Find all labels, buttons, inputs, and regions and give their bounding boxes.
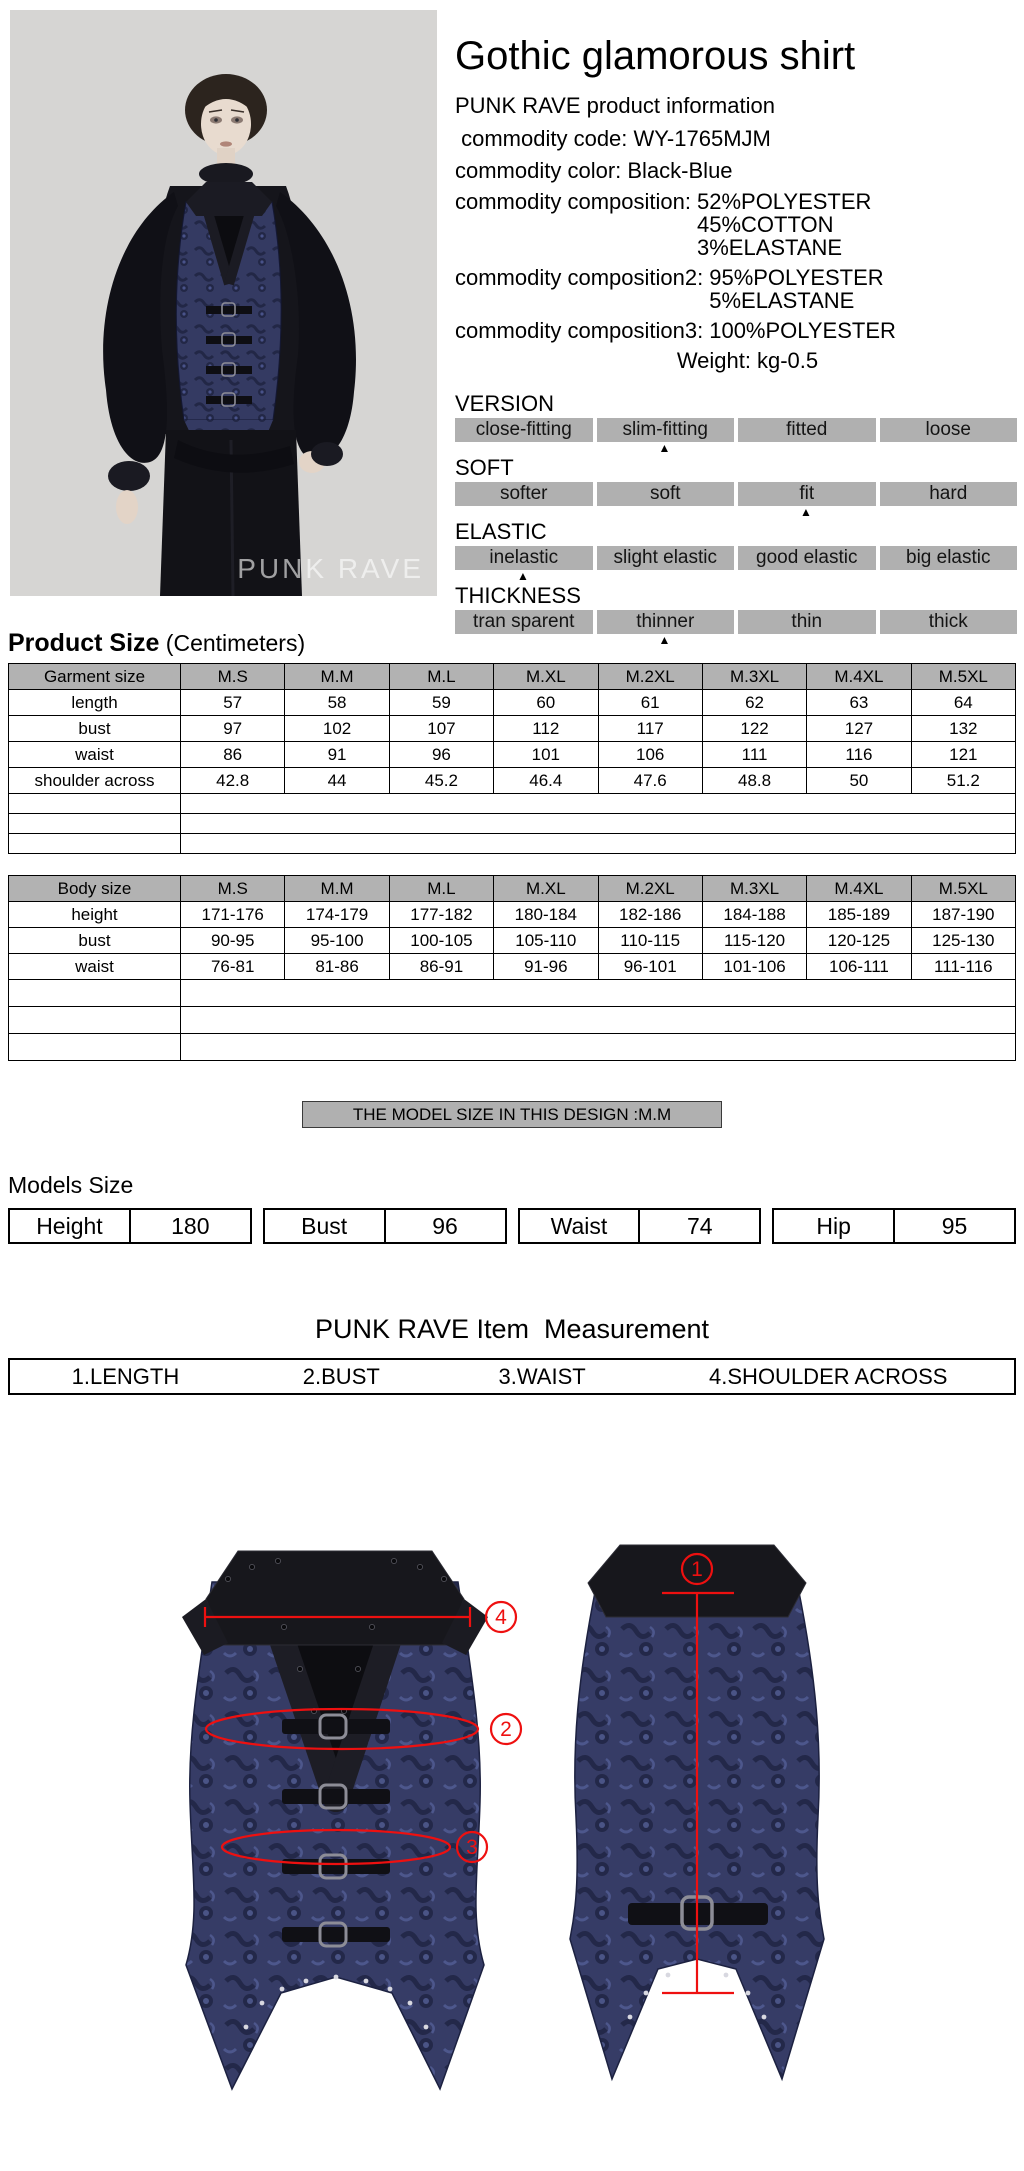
selection-arrow-icon: ▲: [658, 633, 671, 647]
table-cell: 61: [598, 690, 702, 716]
header-cell: M.S: [181, 876, 285, 902]
table-cell: 171-176: [181, 902, 285, 928]
table-cell: 121: [911, 742, 1015, 768]
table-cell: waist: [9, 954, 181, 980]
header-cell: M.2XL: [598, 876, 702, 902]
measurement-figures: [0, 1487, 1024, 2171]
table-cell: 58: [285, 690, 389, 716]
info-values: [697, 190, 871, 259]
models-size-row: [8, 1208, 1016, 1244]
table-cell: 102: [285, 716, 389, 742]
model-size-banner: THE MODEL SIZE IN THIS DESIGN :M.M: [302, 1101, 722, 1128]
header-cell: M.5XL: [911, 876, 1015, 902]
table-cell: 44: [285, 768, 389, 794]
table-cell: length: [9, 690, 181, 716]
empty-row: [9, 794, 1016, 814]
table-row: [9, 768, 1016, 794]
table-cell: 91: [285, 742, 389, 768]
models-size-section: [0, 1172, 1024, 1244]
body-size-table: [8, 875, 1016, 1061]
table-cell: 117: [598, 716, 702, 742]
table-cell: 62: [702, 690, 806, 716]
garment-size-table: [8, 663, 1016, 854]
attr-option: thin: [738, 610, 876, 634]
header-cell: M.2XL: [598, 664, 702, 690]
attr-option: tran sparent: [455, 610, 593, 634]
table-cell: 81-86: [285, 954, 389, 980]
models-size-value: 180: [171, 1213, 210, 1239]
table-cell: 47.6: [598, 768, 702, 794]
table-cell: 95-100: [285, 928, 389, 954]
table-cell: 187-190: [911, 902, 1015, 928]
empty-row: [9, 834, 1016, 854]
table-cell: 182-186: [598, 902, 702, 928]
commodity-color: commodity color: Black-Blue: [455, 158, 733, 183]
attr-elastic: [455, 519, 1017, 583]
table-cell: 125-130: [911, 928, 1015, 954]
table-cell: 64: [911, 690, 1015, 716]
table-cell: 60: [494, 690, 598, 716]
attr-option: fit: [738, 482, 876, 506]
table-cell: 180-184: [494, 902, 598, 928]
info-value: 95%POLYESTER: [709, 265, 884, 290]
table-cell: 48.8: [702, 768, 806, 794]
table-cell: 101-106: [702, 954, 806, 980]
attr-option: inelastic: [455, 546, 593, 570]
models-size-value: 95: [941, 1213, 968, 1239]
table-cell: 42.8: [181, 768, 285, 794]
table-cell: 132: [911, 716, 1015, 742]
table-cell: 115-120: [702, 928, 806, 954]
header-cell: M.S: [181, 664, 285, 690]
header-cell: M.4XL: [807, 664, 911, 690]
attr-version: [455, 391, 1017, 455]
product-info-panel: [455, 34, 1017, 647]
vest-front-figure: [182, 1551, 488, 2089]
header-cell: M.L: [389, 876, 493, 902]
header-cell: M.XL: [494, 664, 598, 690]
info-row-composition3: [455, 319, 1017, 342]
attr-title: VERSION: [455, 391, 555, 416]
table-cell: 86-91: [389, 954, 493, 980]
info-label: commodity composition2:: [455, 265, 704, 290]
table-cell: 110-115: [598, 928, 702, 954]
table-cell: waist: [9, 742, 181, 768]
header-cell: M.3XL: [702, 664, 806, 690]
attr-option: big elastic: [880, 546, 1018, 570]
watermark: PUNK RAVE: [237, 553, 424, 584]
info-value: 52%POLYESTER: [696, 189, 872, 214]
heading-units: (Centimeters): [159, 630, 306, 656]
attr-option: thick: [880, 610, 1018, 634]
table-cell: 101: [494, 742, 598, 768]
attr-options: [455, 546, 1017, 570]
table-row: [9, 928, 1016, 954]
info-value: 45%COTTON: [696, 212, 834, 237]
table-cell: 120-125: [807, 928, 911, 954]
selection-arrow-icon: ▲: [658, 441, 671, 455]
table-cell: 57: [181, 690, 285, 716]
heading-bold: Product Size: [8, 629, 160, 657]
info-label: commodity composition3:: [455, 318, 704, 343]
attr-options: [455, 418, 1017, 442]
table-cell: 106-111: [807, 954, 911, 980]
info-row-composition: [455, 190, 1017, 259]
commodity-code: commodity code: WY-1765MJM: [455, 126, 771, 151]
info-values: [709, 319, 896, 342]
info-value: 100%POLYESTER: [709, 318, 896, 343]
attr-option: thinner: [597, 610, 735, 634]
page-title: Gothic glamorous shirt: [455, 34, 856, 78]
models-size-label: Height: [10, 1210, 131, 1242]
models-size-heading: Models Size: [8, 1172, 134, 1198]
measurement-heading: PUNK RAVE Item Measurement: [314, 1314, 710, 1344]
empty-row: [9, 1007, 1016, 1034]
models-size-value: 96: [432, 1213, 458, 1239]
table-row: [9, 902, 1016, 928]
empty-row: [9, 1034, 1016, 1061]
attr-option: hard: [880, 482, 1018, 506]
header-cell: M.L: [389, 664, 493, 690]
info-value: 5%ELASTANE: [709, 288, 855, 313]
bust-number: 2: [500, 1718, 512, 1741]
attr-option: fitted: [738, 418, 876, 442]
header-cell: M.4XL: [807, 876, 911, 902]
table-header-row: [9, 876, 1016, 902]
info-value: 3%ELASTANE: [696, 235, 843, 260]
table-cell: 105-110: [494, 928, 598, 954]
models-size-box: [518, 1208, 762, 1244]
attr-thickness: [455, 583, 1017, 647]
measurement-item: 3.WAIST: [498, 1363, 586, 1389]
info-values: [709, 266, 883, 312]
table-cell: 51.2: [911, 768, 1015, 794]
table-cell: 122: [702, 716, 806, 742]
info-values: [757, 349, 818, 372]
header-cell: M.XL: [494, 876, 598, 902]
attr-title: SOFT: [455, 455, 514, 480]
models-size-box: [772, 1208, 1016, 1244]
header-cell: M.M: [285, 664, 389, 690]
table-cell: 96: [389, 742, 493, 768]
models-size-label: Hip: [774, 1210, 895, 1242]
table-cell: bust: [9, 716, 181, 742]
info-row-composition2: [455, 266, 1017, 312]
info-heading: PUNK RAVE product information: [455, 93, 775, 118]
table-cell: 184-188: [702, 902, 806, 928]
selection-arrow-icon: ▲: [517, 569, 529, 583]
length-number: 1: [691, 1558, 703, 1581]
empty-row: [9, 814, 1016, 834]
table-row: [9, 742, 1016, 768]
table-cell: 59: [389, 690, 493, 716]
table-cell: 45.2: [389, 768, 493, 794]
vest-diagrams: [0, 1487, 1024, 2171]
product-size-section: [0, 629, 1024, 1128]
table-cell: 116: [807, 742, 911, 768]
models-size-label: Bust: [265, 1210, 386, 1242]
table-cell: 112: [494, 716, 598, 742]
attr-title: ELASTIC: [455, 519, 547, 544]
header-cell: M.M: [285, 876, 389, 902]
measurement-item: 4.SHOULDER ACROSS: [709, 1363, 948, 1389]
table-header-row: [9, 664, 1016, 690]
attr-options: [455, 610, 1017, 634]
table-cell: 50: [807, 768, 911, 794]
empty-row: [9, 980, 1016, 1007]
attribute-tables: [455, 391, 1017, 647]
header-cell: Body size: [9, 876, 181, 902]
table-cell: 111: [702, 742, 806, 768]
info-value: kg-0.5: [757, 348, 819, 373]
product-photo: [10, 10, 437, 596]
waist-number: 3: [466, 1836, 478, 1859]
table-cell: 86: [181, 742, 285, 768]
table-cell: 107: [389, 716, 493, 742]
table-cell: 106: [598, 742, 702, 768]
models-size-value: 74: [687, 1213, 713, 1239]
attr-option: loose: [880, 418, 1018, 442]
table-cell: 97: [181, 716, 285, 742]
table-cell: 91-96: [494, 954, 598, 980]
header-cell: M.3XL: [702, 876, 806, 902]
table-cell: height: [9, 902, 181, 928]
measurement-legend: [8, 1358, 1016, 1395]
attr-title: THICKNESS: [455, 583, 581, 608]
table-cell: 111-116: [911, 954, 1015, 980]
attr-soft: [455, 455, 1017, 519]
table-cell: 127: [807, 716, 911, 742]
header-cell: M.5XL: [911, 664, 1015, 690]
table-cell: shoulder across: [9, 768, 181, 794]
table-cell: 177-182: [389, 902, 493, 928]
attr-option: close-fitting: [455, 418, 593, 442]
attr-options: [455, 482, 1017, 506]
table-cell: 185-189: [807, 902, 911, 928]
table-row: [9, 716, 1016, 742]
model-illustration: [10, 10, 437, 596]
selection-arrow-icon: ▲: [800, 505, 812, 519]
table-cell: bust: [9, 928, 181, 954]
table-cell: 90-95: [181, 928, 285, 954]
table-cell: 174-179: [285, 902, 389, 928]
info-label: commodity composition:: [455, 189, 691, 214]
measurement-section: [0, 1314, 1024, 1395]
models-size-box: [263, 1208, 507, 1244]
shoulder-number: 4: [495, 1606, 507, 1629]
attr-option: soft: [597, 482, 735, 506]
header-cell: Garment size: [9, 664, 181, 690]
table-cell: 96-101: [598, 954, 702, 980]
table-cell: 46.4: [494, 768, 598, 794]
attr-option: good elastic: [738, 546, 876, 570]
attr-option: slim-fitting: [597, 418, 735, 442]
table-row: [9, 954, 1016, 980]
table-cell: 63: [807, 690, 911, 716]
info-label: Weight:: [676, 348, 751, 373]
models-size-label: Waist: [520, 1210, 641, 1242]
models-size-box: [8, 1208, 252, 1244]
attr-option: softer: [455, 482, 593, 506]
table-cell: 100-105: [389, 928, 493, 954]
table-row: [9, 690, 1016, 716]
measurement-item: 1.LENGTH: [71, 1363, 180, 1389]
info-row-weight: [455, 349, 1017, 372]
table-cell: 76-81: [181, 954, 285, 980]
measurement-item: 2.BUST: [302, 1363, 380, 1389]
attr-option: slight elastic: [597, 546, 735, 570]
